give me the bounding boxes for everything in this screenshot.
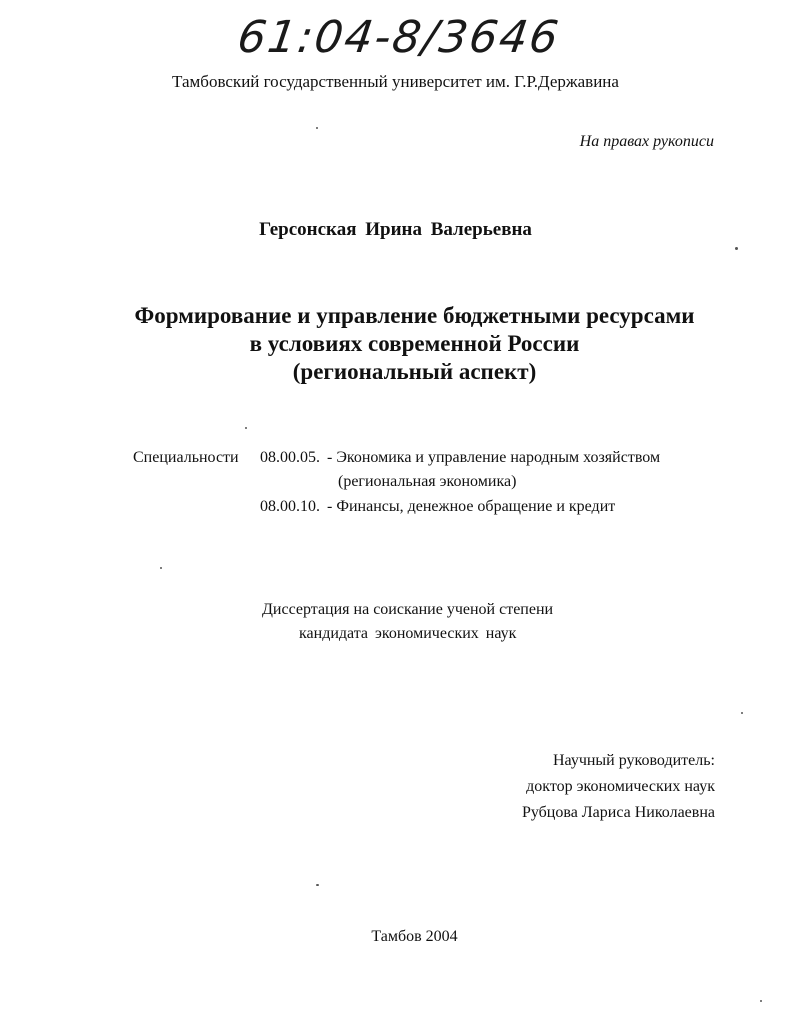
specialty-text-2: - Финансы, денежное обращение и кредит: [327, 498, 616, 515]
scan-speck: [245, 427, 247, 429]
scientific-advisor: [522, 748, 715, 826]
manuscript-rights-note: На правах рукописи: [579, 133, 714, 150]
advisor-degree: доктор экономических наук: [526, 778, 715, 795]
city-year: Тамбов 2004: [371, 928, 458, 945]
advisor-name: Рубцова Лариса Николаевна: [521, 804, 715, 821]
specialty-text-1: - Экономика и управление народным хозяйством: [327, 449, 661, 466]
scan-speck: [160, 567, 162, 569]
dissertation-line-1: Диссертация на соискание ученой степени: [262, 601, 554, 618]
advisor-role: Научный руководитель:: [552, 752, 715, 769]
specialty-code-2: 08.00.10.: [260, 498, 320, 515]
title-line-3: (региональный аспект): [292, 359, 537, 384]
title-line-2: в условиях современной России: [249, 331, 580, 356]
scan-speck: [741, 712, 743, 714]
scan-speck: [735, 247, 738, 250]
university-name: Тамбовский государственный университет им. Г.Р.Державина: [172, 72, 619, 91]
title-line-1: Формирование и управление бюджетными ресурсами: [134, 303, 695, 328]
dissertation-title: [0, 302, 791, 386]
specialty-text-1-continuation: (региональная экономика): [338, 473, 517, 490]
scan-speck: [760, 1000, 762, 1002]
author-name: Герсонская Ирина Валерьевна: [259, 219, 532, 240]
handwritten-archive-code: 61:04-8/3646: [234, 12, 564, 63]
dissertation-degree: [262, 598, 553, 646]
scan-speck: [316, 127, 318, 129]
dissertation-line-2: кандидата экономических наук: [299, 625, 517, 642]
scan-speck: [316, 884, 319, 886]
specialty-code-1: 08.00.05.: [260, 449, 320, 466]
specialties-label: Специальности: [133, 449, 239, 466]
